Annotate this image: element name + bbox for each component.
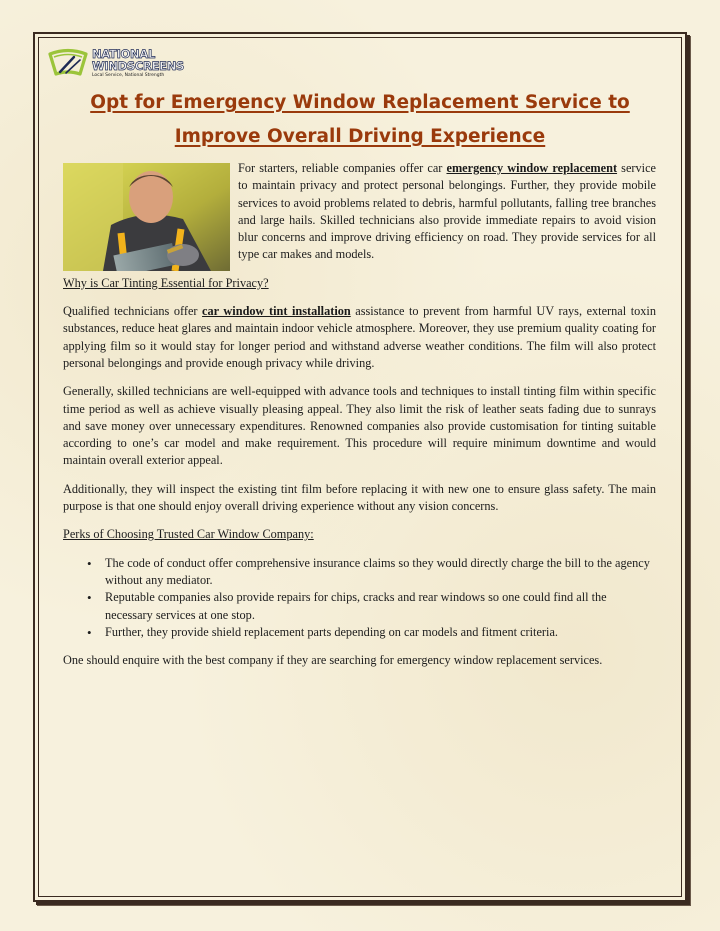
page-title-line-2: Improve Overall Driving Experience: [174, 126, 546, 147]
emergency-window-replacement-link[interactable]: emergency window replacement: [446, 161, 618, 175]
tint-text-before: Qualified technicians offer: [63, 304, 203, 319]
logo-wordmark: [92, 49, 184, 79]
company-logo: [46, 45, 186, 83]
tint-text-after: assistance to prevent from harmful UV rays, external toxin substances, reduce heat glares and maintain indoor vehicle atmosphere. Moreover, they use premium quality coating for applying film so it would stay for longer period and withstand adverse weather conditions. The film will also protect personal belongings and provide enough privacy while driving.: [63, 304, 656, 370]
section-heading-privacy: Why is Car Tinting Essential for Privacy?: [63, 275, 269, 290]
intro-text-after: service to maintain privacy and protect personal belongings. Further, they provide mobile services to avoid problems related to debris, harmful pollutants, falling tree branches and large hails. Skilled technicians also provide immediate repairs to avoid vision blur concerns and improve driving efficiency on road. They provide services for all type car makes and models.: [238, 161, 656, 262]
list-item: • The code of conduct offer comprehensive insurance claims so they would directly charge the bill to the agency without any mediator.: [63, 555, 656, 590]
technician-photo: [63, 163, 230, 271]
intro-section: [63, 160, 656, 275]
article-body: [63, 160, 656, 680]
logo-line-national: NATIONAL: [92, 47, 155, 62]
windscreen-logo-icon: [46, 48, 90, 80]
page-title: [60, 86, 660, 154]
section-heading-perks: Perks of Choosing Trusted Car Window Company:: [63, 527, 314, 542]
logo-tagline: Local Service, National Strength: [92, 73, 165, 79]
car-window-tint-installation-link[interactable]: car window tint installation: [202, 304, 351, 319]
perks-list: [63, 555, 656, 641]
paragraph-inspection: Additionally, they will inspect the existing tint film before replacing it with new one to ensure glass safety. The main purpose is that one should enjoy overall driving experience without any vision concerns.: [63, 481, 656, 514]
intro-text-before: For starters, reliable companies offer car: [238, 161, 447, 175]
paragraph-tint-installation: [63, 303, 656, 372]
logo-line-windscreens: WINDSCREENS: [92, 58, 185, 73]
list-item: • Further, they provide shield replacement parts depending on car models and fitment criteria.: [63, 624, 656, 641]
list-item: • Reputable companies also provide repairs for chips, cracks and rear windows so one could find all the necessary services at one stop.: [63, 589, 656, 624]
page-title-line-1: Opt for Emergency Window Replacement Service to: [90, 92, 630, 113]
paragraph-technicians: Generally, skilled technicians are well-equipped with advance tools and techniques to install tinting film within specific time period as well as achieve visually pleasing appeal. They also limit the risk of leather seats fading due to sunrays and save money over unnecessary expenditures. Renowned companies also provide customisation for tinting suitable according to one’s car model and make requirement. This procedure will require minimum downtime and would maintain overall exterior appeal.: [63, 384, 656, 468]
closing-paragraph: One should enquire with the best company if they are searching for emergency window replacement services.: [63, 653, 603, 668]
